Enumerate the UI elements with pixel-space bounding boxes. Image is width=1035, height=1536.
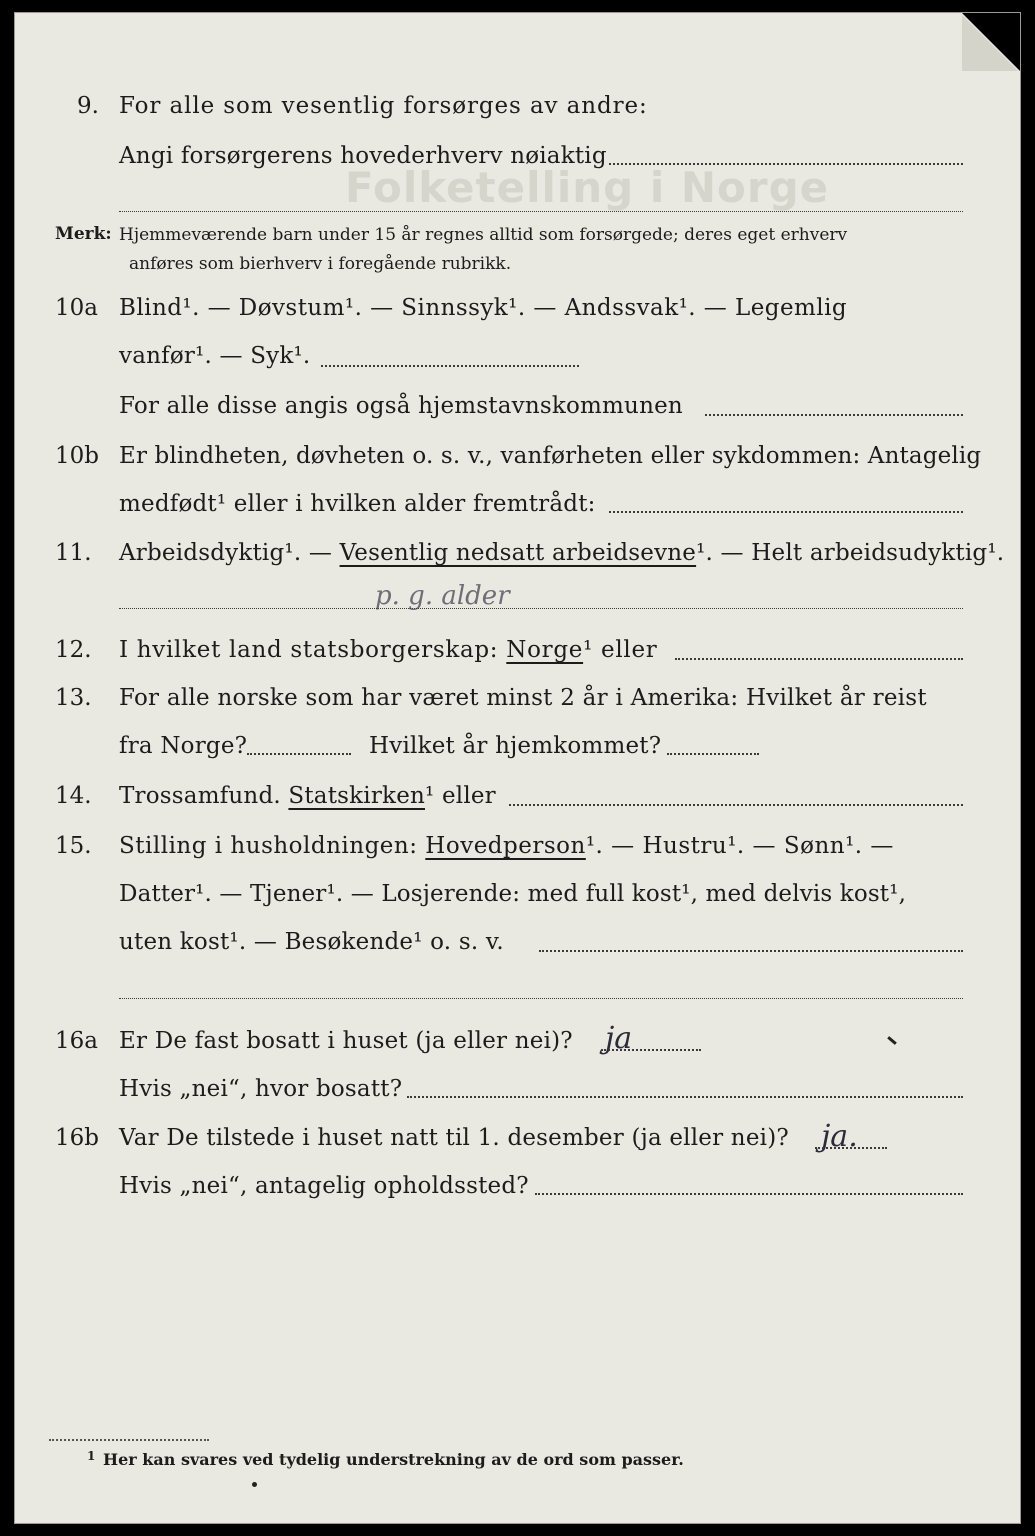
item-10a-line3: For alle disse angis også hjemstavnskommunen: [119, 393, 683, 419]
item-11-line1: [119, 540, 1004, 566]
item-9-line2: Angi forsørgerens hovederhverv nøiaktig: [119, 143, 607, 169]
item-14-post: ¹ eller: [425, 783, 496, 809]
item-10a-number: 10a: [55, 295, 98, 321]
item-13-line1: For alle norske som har været minst 2 år i Amerika: Hvilket år reist: [119, 685, 927, 711]
item-16a-line1: Er De fast bosatt i huset (ja eller nei)?: [119, 1028, 573, 1054]
item-9-line1: For alle som vesentlig forsørges av andre:: [119, 93, 648, 119]
census-form-page: [14, 12, 1021, 1524]
item-12-number: 12.: [55, 637, 92, 663]
item-11-post: ¹. — Helt arbeidsudyktig¹.: [696, 540, 1005, 566]
item-16b-number: 16b: [55, 1125, 99, 1151]
item-15-line3: uten kost¹. — Besøkende¹ o. s. v.: [119, 929, 504, 955]
item-14-answer-line[interactable]: [509, 804, 963, 806]
item-13-return-year-line[interactable]: [667, 753, 759, 755]
item-10a-municipality-line[interactable]: [705, 414, 963, 416]
item-10b-number: 10b: [55, 443, 99, 469]
item-13-departure-year-line[interactable]: [247, 753, 351, 755]
item-16a-handwritten-answer: ja: [605, 1021, 633, 1056]
item-12-pre: I hvilket land statsborgerskap:: [119, 637, 507, 663]
footnote-text: Her kan svares ved tydelig understrekning av de ord som passer.: [103, 1450, 684, 1469]
ink-mark: [887, 1036, 897, 1045]
item-15-extra-line[interactable]: [119, 998, 963, 999]
item-16b-line2: Hvis „nei“, antagelig opholdssted?: [119, 1173, 529, 1199]
note-label: Merk:: [55, 224, 112, 244]
item-13-number: 13.: [55, 685, 92, 711]
item-9-answer-line[interactable]: [609, 163, 963, 165]
item-14-pre: Trossamfund.: [119, 783, 289, 809]
show-through-heading: Folketelling i Norge: [345, 163, 830, 212]
item-15-number: 15.: [55, 833, 92, 859]
item-10a-sick-answer-line[interactable]: [321, 365, 579, 367]
item-10b-answer-line[interactable]: [609, 511, 963, 513]
note-line1: Hjemmeværende barn under 15 år regnes alltid som forsørgede; deres eget erhverv: [119, 225, 848, 245]
item-14-number: 14.: [55, 783, 92, 809]
item-15-answer-line[interactable]: [539, 950, 963, 952]
item-12-answer-line[interactable]: [675, 658, 963, 660]
item-10a-line2: vanfør¹. — Syk¹.: [119, 343, 311, 369]
item-16a-residence-line[interactable]: [407, 1096, 963, 1098]
item-13-line2b: Hvilket år hjemkommet?: [369, 733, 662, 759]
item-15-pre: Stilling i husholdningen:: [119, 833, 426, 859]
item-15-line1: [119, 833, 894, 859]
item-9-extra-line[interactable]: [119, 211, 963, 212]
item-11-handwritten-answer: p. g. alder: [375, 581, 510, 611]
item-16a-number: 16a: [55, 1028, 98, 1054]
item-10b-line1: Er blindheten, døvheten o. s. v., vanførheten eller sykdommen: Antagelig: [119, 443, 982, 469]
footnote-mark: 1: [87, 1449, 96, 1463]
item-16a-line2: Hvis „nei“, hvor bosatt?: [119, 1076, 403, 1102]
item-11-underlined-choice[interactable]: Vesentlig nedsatt arbeidsevne: [339, 540, 697, 566]
item-11-number: 11.: [55, 540, 92, 566]
footnote-separator: [49, 1439, 209, 1441]
item-16b-handwritten-answer: ja.: [821, 1119, 858, 1154]
item-10a-line1: Blind¹. — Døvstum¹. — Sinnssyk¹. — Andssvak¹. — Legemlig: [119, 295, 848, 321]
note-line2: anføres som bierhverv i foregående rubrikk.: [129, 254, 512, 274]
item-14-line: [119, 783, 496, 809]
item-15-underlined-choice[interactable]: Hovedperson: [425, 833, 586, 859]
item-16b-location-line[interactable]: [535, 1193, 963, 1195]
folded-corner: [962, 13, 1020, 71]
item-15-line2: Datter¹. — Tjener¹. — Losjerende: med full kost¹, med delvis kost¹,: [119, 881, 907, 907]
item-9-number: 9.: [77, 93, 99, 119]
item-12-post: ¹ eller: [583, 637, 658, 663]
item-11-answer-line[interactable]: [119, 608, 963, 609]
item-13-line2a: fra Norge?: [119, 733, 248, 759]
item-14-underlined-choice[interactable]: Statskirken: [288, 783, 426, 809]
item-16b-answer-line[interactable]: [815, 1147, 887, 1149]
item-11-pre: Arbeidsdyktig¹. —: [119, 540, 340, 566]
item-12-line: [119, 637, 657, 663]
ink-speck: [252, 1482, 257, 1487]
item-10b-line2: medfødt¹ eller i hvilken alder fremtrådt:: [119, 491, 596, 517]
item-16b-line1: Var De tilstede i huset natt til 1. desember (ja eller nei)?: [119, 1125, 789, 1151]
item-12-underlined-choice[interactable]: Norge: [506, 637, 584, 663]
item-16a-answer-line[interactable]: [601, 1049, 701, 1051]
item-15-post: ¹. — Hustru¹. — Sønn¹. —: [585, 833, 894, 859]
